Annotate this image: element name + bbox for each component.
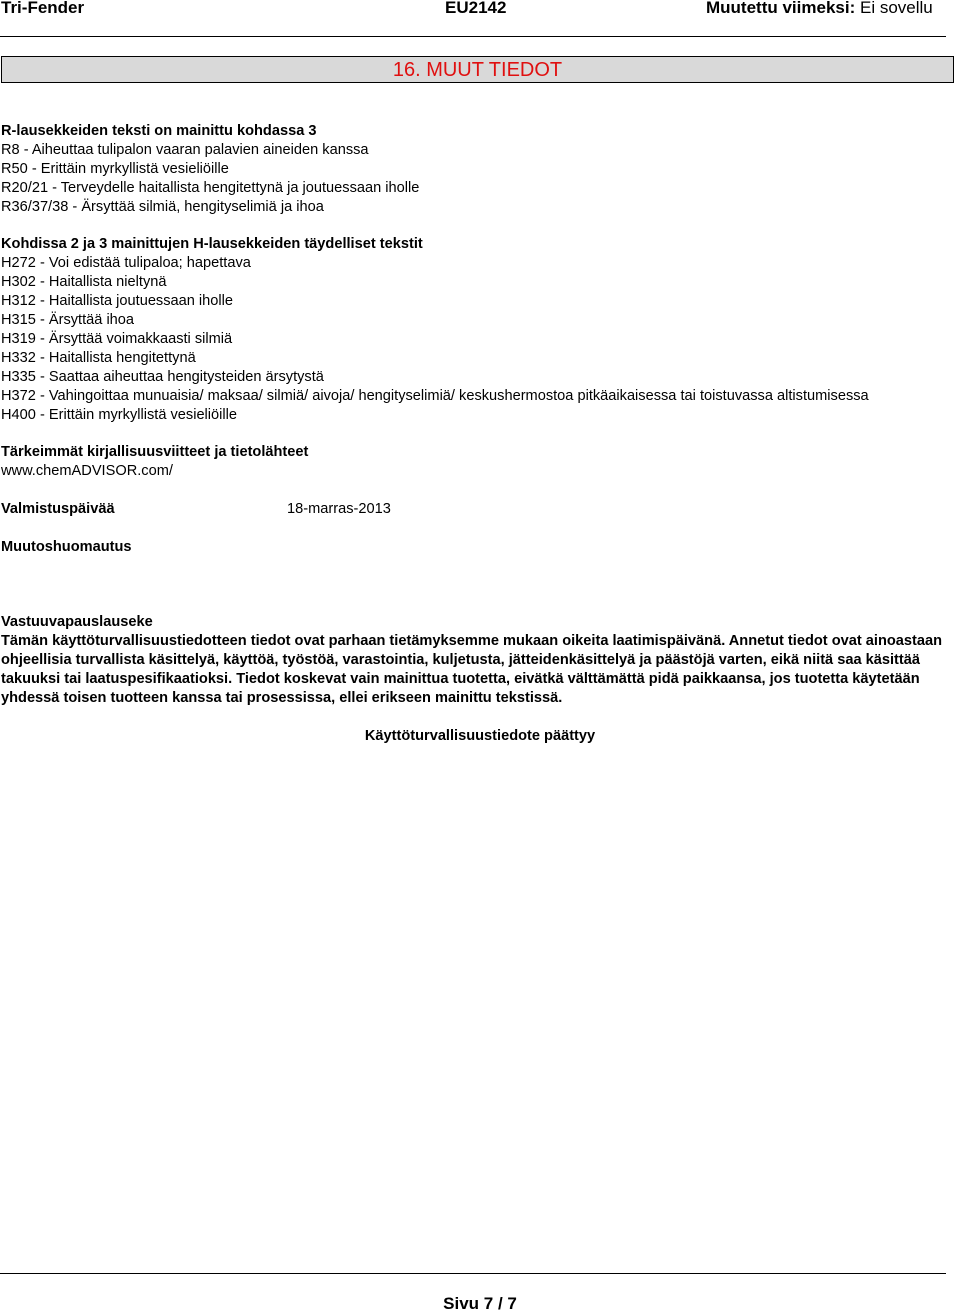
references-value: www.chemADVISOR.com/ bbox=[1, 463, 173, 480]
h-statement-item: H400 - Erittäin myrkyllistä vesieliöille bbox=[1, 406, 238, 423]
h-statements-block bbox=[1, 235, 959, 424]
disclaimer-block bbox=[1, 613, 959, 708]
header-divider bbox=[0, 36, 946, 37]
h-statement-item: H319 - Ärsyttää voimakkaasti silmiä bbox=[1, 330, 233, 347]
r-phrases-heading: R-lausekkeiden teksti on mainittu kohdassa 3 bbox=[1, 123, 317, 139]
h-statement-item: H312 - Haitallista joutuessaan iholle bbox=[1, 293, 234, 310]
r-phrase-item: R50 - Erittäin myrkyllistä vesieliöille bbox=[1, 160, 229, 177]
end-of-sheet: Käyttöturvallisuustiedote päättyy bbox=[364, 727, 596, 744]
preparation-value: 18-marras-2013 bbox=[287, 501, 391, 518]
page-header bbox=[0, 0, 960, 20]
references-block bbox=[1, 443, 959, 481]
disclaimer-heading: Vastuuvapauslauseke bbox=[1, 614, 153, 631]
header-product-name: Tri-Fender bbox=[1, 0, 85, 17]
h-statement-item: H372 - Vahingoittaa munuaisia/ maksaa/ silmiä/ aivoja/ hengityselimiä/ keskushermostoa pitkäaikaisessa tai toistuvassa altistumisessa bbox=[1, 387, 869, 404]
page-number: Sivu 7 / 7 bbox=[443, 1294, 517, 1313]
document-body bbox=[1, 122, 959, 746]
revision-note-block bbox=[1, 538, 959, 557]
disclaimer-text: Tämän käyttöturvallisuustiedotteen tiedot ovat parhaan tietämyksemme mukaan oikeita laatimispäivänä. Annetut tiedot ovat ainoastaan ohjeellisia turvallista käsittelyä, käyttöä, työstöä, varastointia, kuljetusta, jätteidenkäsittelyä ja päästöjä varten, eikä niitä saa käsittää takuuksi tai laatuspesifikaatioksi. Tiedot koskevat vain mainittua tuotetta, eivätkä välttämättä pidä paikkaansa, jos tuotetta käytetään yhdessä toisen tuotteen kanssa tai prosessissa, ellei erikseen mainittu tekstissä. bbox=[1, 633, 943, 707]
r-phrase-item: R8 - Aiheuttaa tulipalon vaaran palavien aineiden kanssa bbox=[1, 141, 369, 158]
footer-divider bbox=[0, 1273, 946, 1274]
h-statements-heading: Kohdissa 2 ja 3 mainittujen H-lausekkeiden täydelliset tekstit bbox=[1, 236, 423, 253]
section-title: 16. MUUT TIEDOT bbox=[392, 59, 563, 81]
r-phrase-item: R36/37/38 - Ärsyttää silmiä, hengityselimiä ja ihoa bbox=[1, 198, 324, 215]
preparation-label: Valmistuspäivää bbox=[1, 501, 115, 518]
header-revision-label: Muutettu viimeksi: bbox=[706, 0, 856, 17]
header-revision-value: Ei sovellu bbox=[859, 0, 933, 17]
h-statement-item: H332 - Haitallista hengitettynä bbox=[1, 349, 196, 366]
preparation-row bbox=[1, 500, 959, 519]
header-revision bbox=[706, 0, 933, 18]
references-heading: Tärkeimmät kirjallisuusviitteet ja tietolähteet bbox=[1, 444, 309, 461]
h-statement-item: H315 - Ärsyttää ihoa bbox=[1, 312, 135, 329]
section-title-box bbox=[1, 56, 954, 83]
r-phrases-block bbox=[1, 122, 959, 217]
h-statement-item: H335 - Saattaa aiheuttaa hengitysteiden ärsytystä bbox=[1, 368, 324, 385]
header-product-code: EU2142 bbox=[445, 0, 507, 17]
h-statement-item: H302 - Haitallista nieltynä bbox=[1, 274, 167, 291]
h-statement-item: H272 - Voi edistää tulipaloa; hapettava bbox=[1, 255, 251, 272]
r-phrase-item: R20/21 - Terveydelle haitallista hengitettynä ja joutuessaan iholle bbox=[1, 179, 420, 196]
revision-note-label: Muutoshuomautus bbox=[1, 538, 132, 555]
